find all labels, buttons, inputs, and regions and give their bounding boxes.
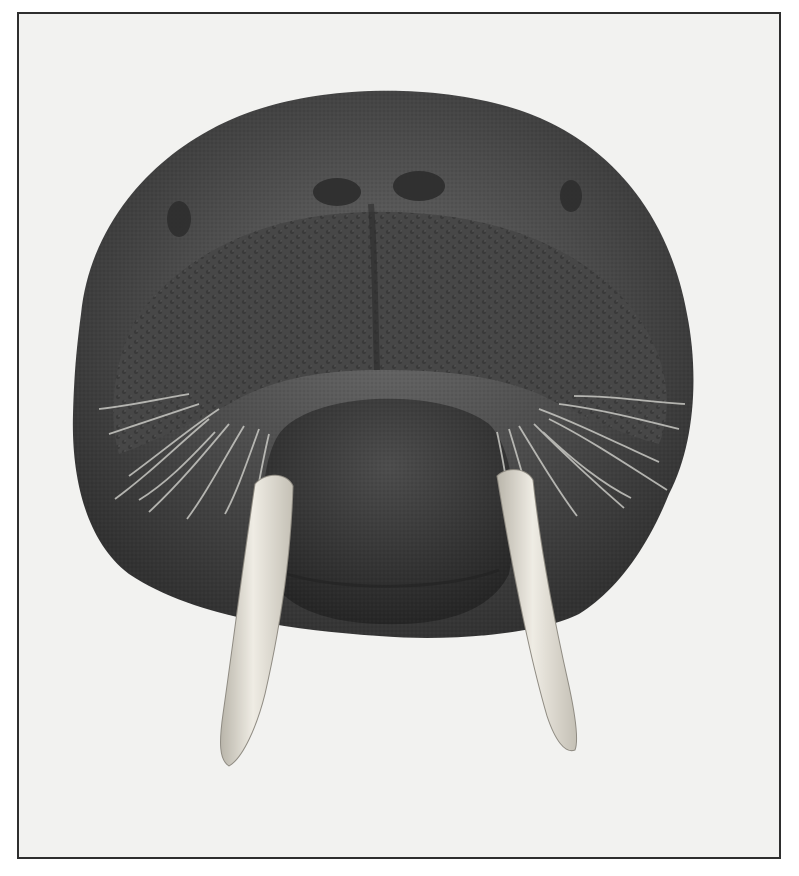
right-eye: [560, 180, 582, 212]
left-nostril: [313, 178, 361, 206]
walrus-photo: [19, 14, 779, 857]
right-nostril: [393, 171, 445, 201]
photo-frame: [17, 12, 781, 859]
left-eye: [167, 201, 191, 237]
